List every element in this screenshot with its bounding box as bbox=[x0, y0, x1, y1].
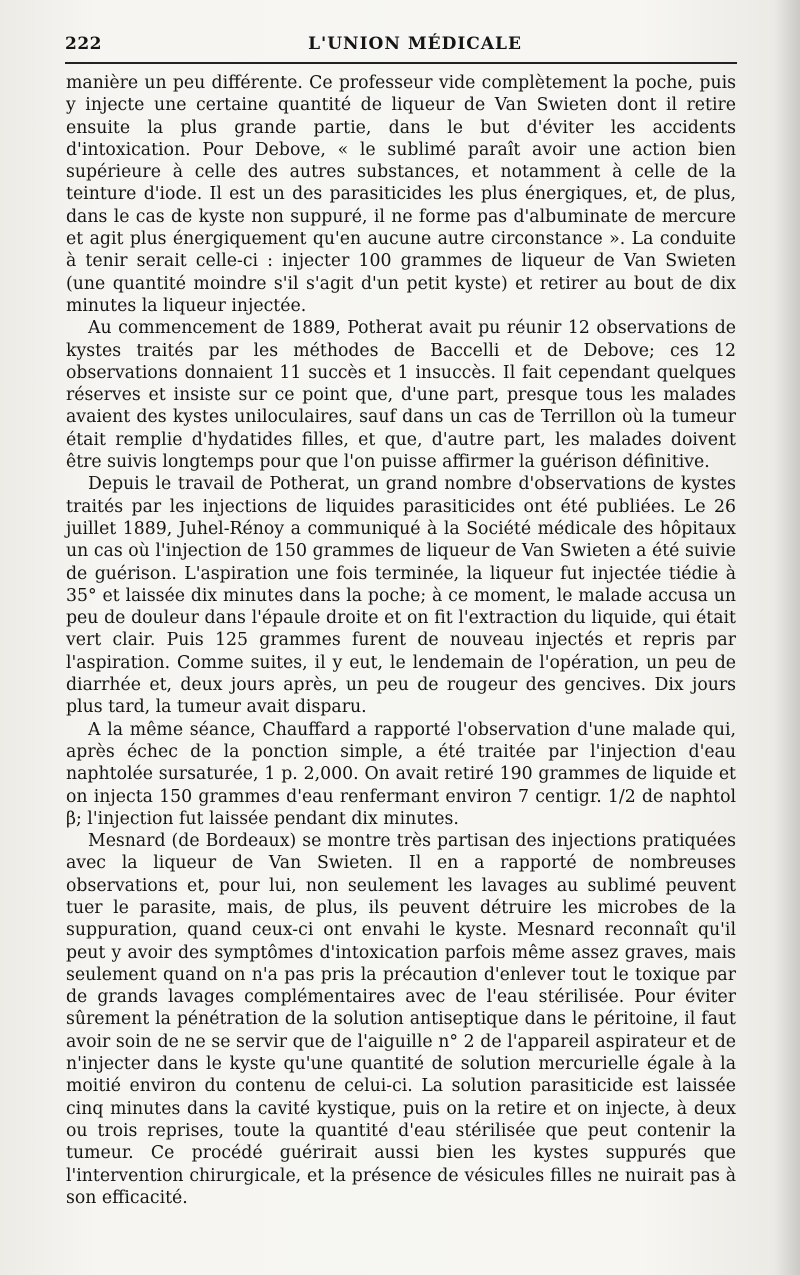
page-gutter-shadow bbox=[774, 0, 800, 1275]
paragraph: Depuis le travail de Potherat, un grand nombre d'observations de kystes traités par les injections de liquides parasiticides ont été publiées. Le 26 juillet 1889, Juhel-Rénoy a communiqué à la Société médicale des hôpitaux un cas où l'injection de 150 grammes de liqueur de Van Swieten a été suivie de guérison. L'aspiration une fois terminée, la liqueur fut injectée tiédie à 35° et laissée dix minutes dans la poche; à ce moment, le malade accusa un peu de douleur dans l'épaule droite et on fit l'extraction du liquide, qui était vert clair. Puis 125 grammes furent de nouveau injectés et repris par l'aspiration. Comme suites, il y eut, le lendemain de l'opération, un peu de diarrhée et, deux jours après, un peu de rougeur des gencives. Dix jours plus tard, la tumeur avait disparu. bbox=[66, 474, 736, 718]
page-number: 222 bbox=[65, 34, 102, 54]
header-rule bbox=[65, 62, 737, 64]
paragraph: Mesnard (de Bordeaux) se montre très partisan des injections pratiquées avec la liqueur de Van Swieten. Il en a rapporté de nombreuses observations et, pour lui, non seulement les lavages au sublimé peuvent tuer le parasite, mais, de plus, ils peuvent détruire les microbes de la suppuration, quand ceux-ci ont envahi le kyste. Mesnard reconnaît qu'il peut y avoir des symptômes d'intoxication parfois même assez graves, mais seulement quand on n'a pas pris la précaution d'enlever tout le toxique par de grands lavages complémentaires avec de l'eau stérilisée. Pour éviter sûrement la pénétration de la solution antiseptique dans le péritoine, il faut avoir soin de ne se servir que de l'aiguille n° 2 de l'appareil aspirateur et de n'injecter dans le kyste qu'une quantité de solution mercurielle égale à la moitié environ du contenu de celui-ci. La solution parasiticide est laissée cinq minutes dans la cavité kystique, puis on la retire et on injecte, à deux ou trois reprises, toute la quantité d'eau stérilisée que peut contenir la tumeur. Ce procédé guérirait aussi bien les kystes suppurés que l'intervention chirurgicale, et la présence de vésicules filles ne nuirait pas à son efficacité. bbox=[66, 831, 736, 1208]
running-head: L'UNION MÉDICALE bbox=[308, 34, 522, 54]
page-header bbox=[65, 30, 735, 58]
paragraph: A la même séance, Chauffard a rapporté l'observation d'une malade qui, après échec de la ponction simple, a été traitée par l'injection d'eau naphtolée sursaturée, 1 p. 2,000. On avait retiré 190 grammes de liquide et on injecta 150 grammes d'eau renfermant environ 7 centigr. 1/2 de naphtol β; l'injection fut laissée pendant dix minutes. bbox=[66, 719, 736, 829]
paragraph: Au commencement de 1889, Potherat avait pu réunir 12 observations de kystes traités par les méthodes de Baccelli et de Debove; ces 12 observations donnaient 11 succès et 1 insuccès. Il fait cependant quelques réserves et insiste sur ce point que, d'une part, presque tous les malades avaient des kystes uniloculaires, sauf dans un cas de Terrillon où la tumeur était remplie d'hydatides filles, et que, d'autre part, les malades doivent être suivis longtemps pour que l'on puisse affirmer la guérison définitive. bbox=[66, 318, 736, 473]
article-body bbox=[66, 72, 736, 1209]
paragraph-continuation: manière un peu différente. Ce professeur vide complètement la poche, puis y injecte une certaine quantité de liqueur de Van Swieten dont il retire ensuite la plus grande partie, dans le but d'éviter les accidents d'intoxication. Pour Debove, « le sublimé paraît avoir une action bien supérieure à celle des autres substances, et notamment à celle de la teinture d'iode. Il est un des parasiticides les plus énergiques, et, de plus, dans le cas de kyste non suppuré, il ne forme pas d'albuminate de mercure et agit plus énergiquement qu'en aucune autre circonstance ». La conduite à tenir serait celle-ci : injecter 100 grammes de liqueur de Van Swieten (une quantité moindre s'il s'agit d'un petit kyste) et retirer au bout de dix minutes la liqueur injectée. bbox=[66, 73, 736, 316]
